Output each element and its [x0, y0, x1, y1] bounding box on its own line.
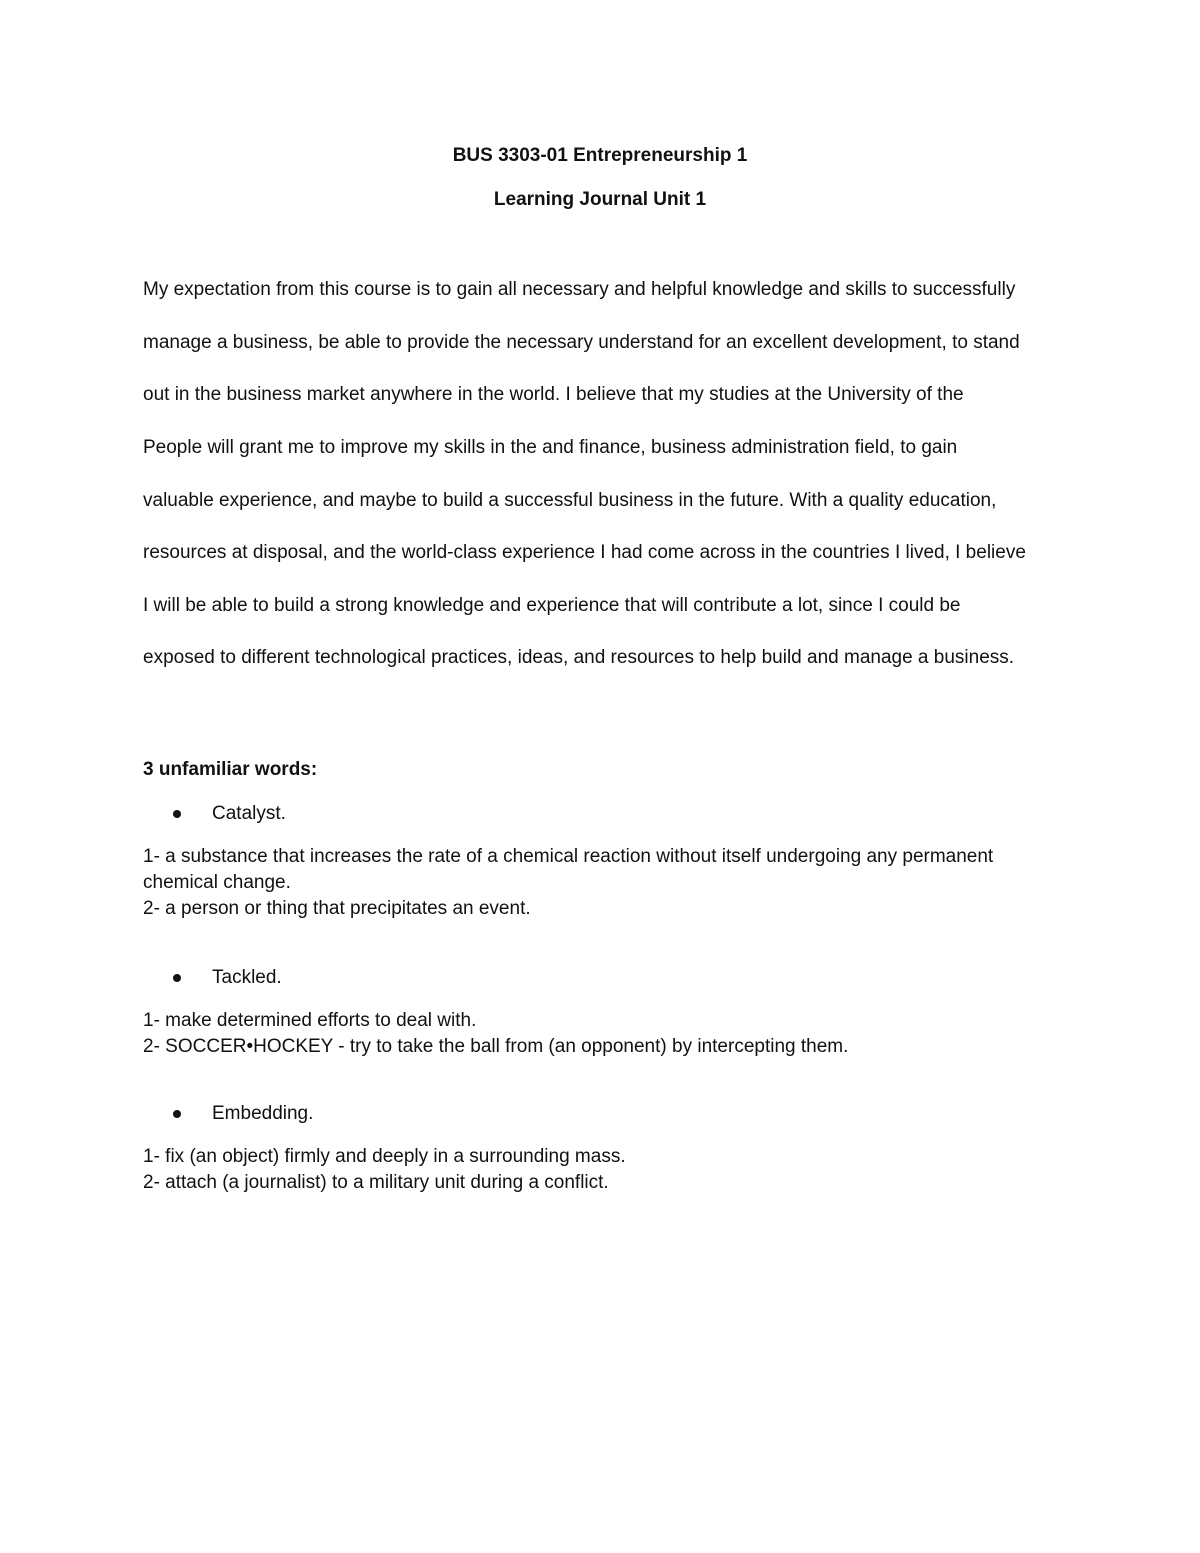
bullet-icon: [173, 810, 181, 818]
definition-line: 2- attach (a journalist) to a military unit during a conflict.: [143, 1172, 609, 1193]
definition-line: 1- a substance that increases the rate of a chemical reaction without itself undergoing any permanent: [143, 846, 994, 867]
definition-line: chemical change.: [143, 872, 291, 893]
word-term: Catalyst.: [212, 803, 286, 824]
document-title: BUS 3303-01 Entrepreneurship 1: [452, 145, 748, 166]
section-heading: 3 unfamiliar words:: [143, 759, 318, 780]
paragraph-line: People will grant me to improve my skills in the and finance, business administration field, to gain: [143, 437, 958, 458]
paragraph-line: out in the business market anywhere in the world. I believe that my studies at the University of the: [143, 384, 964, 405]
paragraph-line: manage a business, be able to provide the necessary understand for an excellent development, to stand: [143, 332, 1020, 353]
bullet-icon: [173, 974, 181, 982]
paragraph-line: valuable experience, and maybe to build a successful business in the future. With a quality education,: [143, 490, 997, 511]
document-subtitle: Learning Journal Unit 1: [493, 189, 707, 210]
paragraph-line: I will be able to build a strong knowledge and experience that will contribute a lot, since I could be: [143, 595, 961, 616]
definition-line: 1- make determined efforts to deal with.: [143, 1010, 477, 1031]
definition-line: 1- fix (an object) firmly and deeply in a surrounding mass.: [143, 1146, 626, 1167]
word-term: Embedding.: [212, 1103, 314, 1124]
paragraph-line: resources at disposal, and the world-class experience I had come across in the countries I lived, I believe: [143, 542, 1026, 563]
paragraph-line: My expectation from this course is to gain all necessary and helpful knowledge and skills to successfully: [143, 279, 1016, 300]
word-term: Tackled.: [212, 967, 282, 988]
definition-line: 2- SOCCER•HOCKEY - try to take the ball from (an opponent) by intercepting them.: [143, 1036, 849, 1057]
bullet-icon: [173, 1110, 181, 1118]
paragraph-line: exposed to different technological practices, ideas, and resources to help build and manage a business.: [143, 647, 1015, 668]
definition-line: 2- a person or thing that precipitates an event.: [143, 898, 531, 919]
